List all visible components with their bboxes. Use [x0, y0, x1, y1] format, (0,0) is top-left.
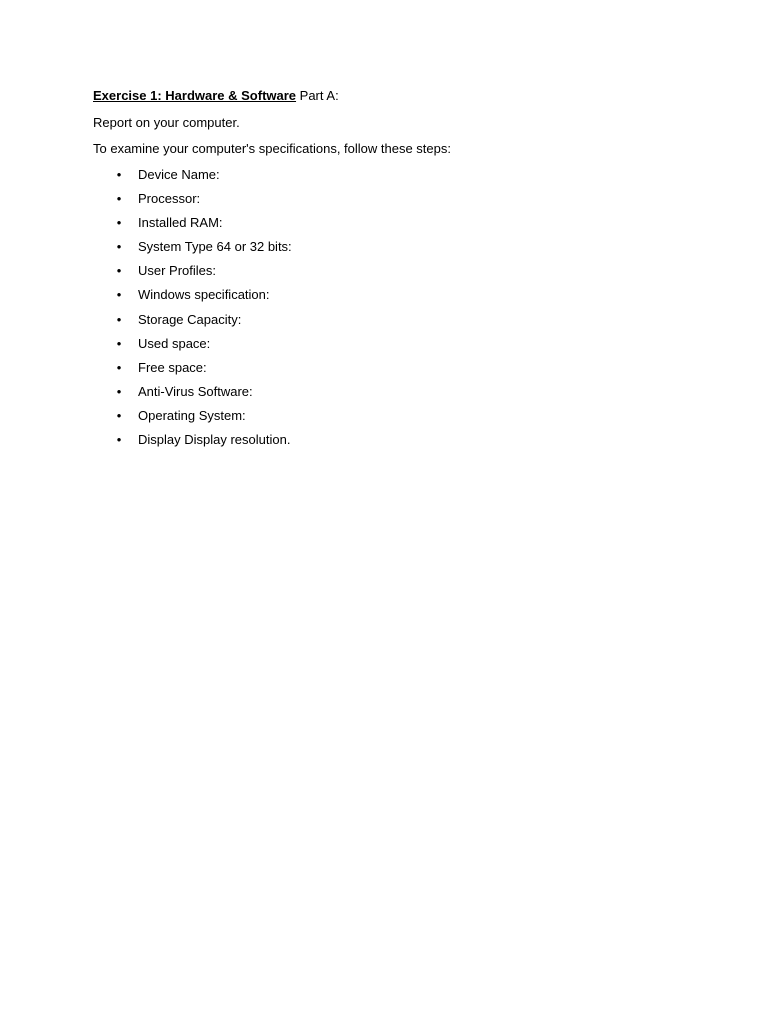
list-item — [93, 383, 693, 407]
instructions-text: To examine your computer's specifications, follow these steps: — [93, 141, 451, 156]
spec-list — [93, 166, 693, 455]
list-item — [93, 214, 693, 238]
bullet-icon: • — [116, 239, 122, 255]
bullet-icon: • — [116, 167, 122, 182]
list-item-text: Storage Capacity: — [138, 311, 242, 327]
bullet-icon: • — [116, 191, 122, 207]
list-item — [93, 311, 693, 335]
list-item-text: Processor: — [138, 191, 201, 207]
bullet-icon: • — [116, 287, 122, 303]
exercise-title: Exercise 1: Hardware & Software — [93, 88, 297, 103]
list-item — [93, 407, 693, 431]
list-item — [93, 431, 693, 455]
list-item-text: Windows specification: — [138, 287, 270, 303]
bullet-icon: • — [116, 215, 122, 231]
bullet-icon: • — [116, 311, 122, 327]
list-item — [93, 166, 693, 190]
list-item-text: System Type 64 or 32 bits: — [138, 239, 292, 255]
list-item — [93, 335, 693, 359]
list-item — [93, 359, 693, 383]
exercise-part: Part A: — [296, 88, 339, 103]
list-item — [93, 262, 693, 286]
intro-text: Report on your computer. — [93, 115, 240, 130]
list-item-text: Installed RAM: — [138, 215, 223, 231]
bullet-icon: • — [116, 263, 122, 279]
list-item-text: Free space: — [138, 359, 207, 375]
list-item — [93, 190, 693, 214]
list-item-text: Anti-Virus Software: — [138, 383, 253, 399]
list-item-text: User Profiles: — [138, 263, 217, 279]
bullet-icon: • — [116, 359, 122, 375]
bullet-icon: • — [116, 335, 122, 351]
list-item — [93, 286, 693, 310]
list-item-text: Display Display resolution. — [138, 432, 291, 448]
document-body — [93, 87, 693, 455]
bullet-icon: • — [116, 432, 122, 448]
list-item-text: Used space: — [138, 335, 211, 351]
bullet-icon: • — [116, 383, 122, 399]
list-item — [93, 238, 693, 262]
bullet-icon: • — [116, 407, 122, 423]
list-item-text: Operating System: — [138, 407, 246, 423]
exercise-heading — [93, 87, 693, 104]
list-item-text: Device Name: — [138, 167, 220, 182]
